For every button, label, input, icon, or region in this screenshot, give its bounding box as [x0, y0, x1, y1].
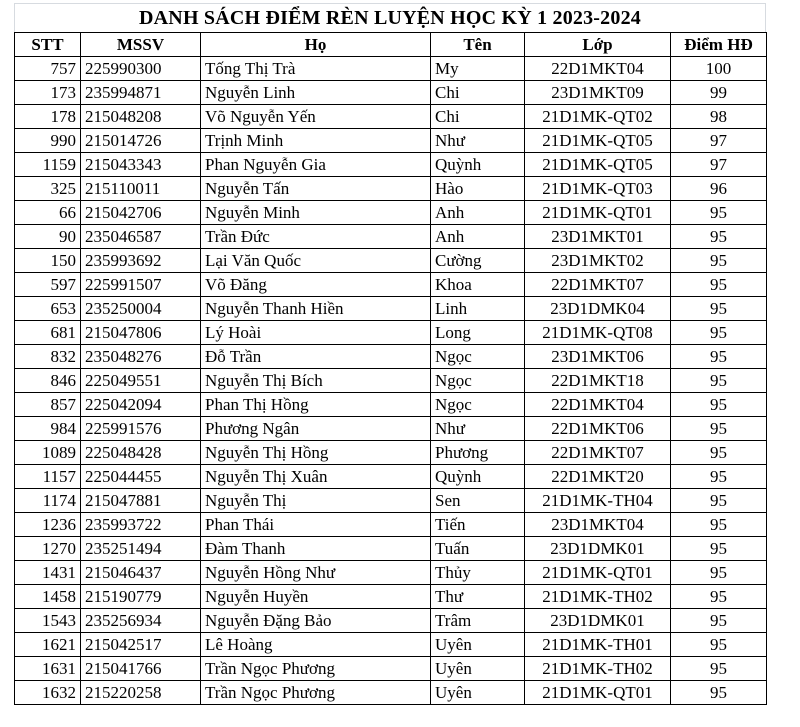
cell-ten: Anh	[431, 225, 525, 249]
cell-stt: 1631	[15, 657, 81, 681]
cell-stt: 832	[15, 345, 81, 369]
cell-stt: 150	[15, 249, 81, 273]
cell-stt: 857	[15, 393, 81, 417]
cell-lop: 23D1MKT02	[525, 249, 671, 273]
table-row	[15, 609, 767, 633]
cell-diem: 95	[671, 201, 767, 225]
table-row	[15, 249, 767, 273]
cell-lop: 21D1MK-TH02	[525, 657, 671, 681]
cell-ten: Quỳnh	[431, 153, 525, 177]
cell-ten: My	[431, 57, 525, 81]
cell-ten: Chi	[431, 81, 525, 105]
table-row	[15, 585, 767, 609]
cell-lop: 22D1MKT07	[525, 273, 671, 297]
cell-mssv: 215110011	[81, 177, 201, 201]
table-row	[15, 345, 767, 369]
cell-diem: 100	[671, 57, 767, 81]
cell-mssv: 225990300	[81, 57, 201, 81]
cell-ho: Nguyễn Tấn	[201, 177, 431, 201]
cell-lop: 22D1MKT20	[525, 465, 671, 489]
cell-mssv: 225991576	[81, 417, 201, 441]
cell-mssv: 215046437	[81, 561, 201, 585]
cell-mssv: 215042706	[81, 201, 201, 225]
cell-ten: Ngọc	[431, 345, 525, 369]
cell-ho: Nguyễn Đặng Bảo	[201, 609, 431, 633]
cell-lop: 23D1MKT04	[525, 513, 671, 537]
table-row	[15, 177, 767, 201]
cell-mssv: 225044455	[81, 465, 201, 489]
cell-mssv: 215048208	[81, 105, 201, 129]
cell-mssv: 225049551	[81, 369, 201, 393]
cell-stt: 66	[15, 201, 81, 225]
cell-mssv: 215042517	[81, 633, 201, 657]
table-row	[15, 57, 767, 81]
cell-diem: 95	[671, 441, 767, 465]
table-row	[15, 633, 767, 657]
header-ten: Tên	[431, 33, 525, 57]
cell-diem: 95	[671, 225, 767, 249]
score-sheet	[14, 3, 766, 705]
cell-ho: Nguyễn Thị Hồng	[201, 441, 431, 465]
cell-ten: Như	[431, 129, 525, 153]
header-row	[15, 33, 767, 57]
cell-ten: Hào	[431, 177, 525, 201]
cell-diem: 95	[671, 561, 767, 585]
cell-mssv: 235251494	[81, 537, 201, 561]
cell-ten: Ngọc	[431, 369, 525, 393]
cell-ten: Thư	[431, 585, 525, 609]
cell-ten: Tuấn	[431, 537, 525, 561]
cell-diem: 95	[671, 393, 767, 417]
cell-ho: Đàm Thanh	[201, 537, 431, 561]
cell-ho: Nguyễn Thanh Hiền	[201, 297, 431, 321]
cell-lop: 21D1MK-QT01	[525, 681, 671, 705]
cell-lop: 23D1DMK04	[525, 297, 671, 321]
table-row	[15, 657, 767, 681]
table-body	[15, 57, 767, 705]
cell-stt: 173	[15, 81, 81, 105]
cell-stt: 1543	[15, 609, 81, 633]
cell-mssv: 215043343	[81, 153, 201, 177]
cell-diem: 95	[671, 537, 767, 561]
cell-stt: 1621	[15, 633, 81, 657]
cell-diem: 95	[671, 489, 767, 513]
cell-ho: Võ Nguyễn Yến	[201, 105, 431, 129]
cell-ho: Trần Ngọc Phương	[201, 657, 431, 681]
cell-ten: Tiến	[431, 513, 525, 537]
cell-lop: 21D1MK-QT02	[525, 105, 671, 129]
cell-stt: 1174	[15, 489, 81, 513]
score-table	[14, 32, 767, 705]
cell-diem: 95	[671, 369, 767, 393]
cell-lop: 23D1MKT06	[525, 345, 671, 369]
cell-ten: Sen	[431, 489, 525, 513]
cell-diem: 95	[671, 681, 767, 705]
cell-ten: Quỳnh	[431, 465, 525, 489]
cell-ten: Chi	[431, 105, 525, 129]
cell-mssv: 215190779	[81, 585, 201, 609]
cell-ten: Uyên	[431, 681, 525, 705]
cell-mssv: 235048276	[81, 345, 201, 369]
header-ho: Họ	[201, 33, 431, 57]
table-row	[15, 201, 767, 225]
table-row	[15, 225, 767, 249]
table-row	[15, 681, 767, 705]
cell-lop: 22D1MKT18	[525, 369, 671, 393]
cell-stt: 1159	[15, 153, 81, 177]
cell-ho: Nguyễn Thị	[201, 489, 431, 513]
cell-lop: 22D1MKT04	[525, 393, 671, 417]
cell-diem: 95	[671, 345, 767, 369]
cell-lop: 22D1MKT07	[525, 441, 671, 465]
cell-lop: 22D1MKT06	[525, 417, 671, 441]
cell-lop: 21D1MK-TH02	[525, 585, 671, 609]
cell-mssv: 225042094	[81, 393, 201, 417]
cell-lop: 21D1MK-QT05	[525, 153, 671, 177]
cell-mssv: 235250004	[81, 297, 201, 321]
cell-diem: 95	[671, 633, 767, 657]
cell-lop: 23D1MKT01	[525, 225, 671, 249]
cell-ten: Uyên	[431, 633, 525, 657]
table-row	[15, 441, 767, 465]
cell-ho: Phương Ngân	[201, 417, 431, 441]
cell-ho: Phan Nguyễn Gia	[201, 153, 431, 177]
table-row	[15, 513, 767, 537]
cell-diem: 95	[671, 585, 767, 609]
cell-stt: 1089	[15, 441, 81, 465]
cell-ho: Nguyễn Minh	[201, 201, 431, 225]
cell-ho: Lại Văn Quốc	[201, 249, 431, 273]
cell-stt: 653	[15, 297, 81, 321]
cell-diem: 95	[671, 417, 767, 441]
cell-mssv: 235993692	[81, 249, 201, 273]
cell-mssv: 225991507	[81, 273, 201, 297]
cell-ten: Long	[431, 321, 525, 345]
header-diem: Điểm HĐ	[671, 33, 767, 57]
cell-ho: Nguyễn Thị Bích	[201, 369, 431, 393]
header-stt: STT	[15, 33, 81, 57]
cell-diem: 95	[671, 321, 767, 345]
cell-mssv: 215014726	[81, 129, 201, 153]
cell-ho: Nguyễn Thị Xuân	[201, 465, 431, 489]
cell-mssv: 215047881	[81, 489, 201, 513]
cell-ho: Võ Đăng	[201, 273, 431, 297]
table-row	[15, 369, 767, 393]
cell-mssv: 235256934	[81, 609, 201, 633]
cell-diem: 97	[671, 129, 767, 153]
cell-mssv: 235994871	[81, 81, 201, 105]
cell-ho: Tống Thị Trà	[201, 57, 431, 81]
cell-diem: 95	[671, 297, 767, 321]
cell-stt: 597	[15, 273, 81, 297]
cell-stt: 1157	[15, 465, 81, 489]
table-row	[15, 561, 767, 585]
cell-ten: Uyên	[431, 657, 525, 681]
cell-stt: 1458	[15, 585, 81, 609]
cell-mssv: 225048428	[81, 441, 201, 465]
table-row	[15, 129, 767, 153]
table-row	[15, 297, 767, 321]
header-mssv: MSSV	[81, 33, 201, 57]
cell-ten: Như	[431, 417, 525, 441]
table-row	[15, 537, 767, 561]
cell-diem: 99	[671, 81, 767, 105]
cell-stt: 990	[15, 129, 81, 153]
cell-ten: Khoa	[431, 273, 525, 297]
cell-lop: 23D1MKT09	[525, 81, 671, 105]
cell-ho: Trịnh Minh	[201, 129, 431, 153]
cell-diem: 97	[671, 153, 767, 177]
cell-ho: Lý Hoài	[201, 321, 431, 345]
table-row	[15, 153, 767, 177]
cell-ho: Đỗ Trần	[201, 345, 431, 369]
cell-lop: 21D1MK-QT05	[525, 129, 671, 153]
cell-lop: 21D1MK-QT03	[525, 177, 671, 201]
cell-stt: 178	[15, 105, 81, 129]
table-row	[15, 81, 767, 105]
cell-ho: Nguyễn Huyền	[201, 585, 431, 609]
cell-diem: 96	[671, 177, 767, 201]
cell-ten: Phương	[431, 441, 525, 465]
cell-diem: 95	[671, 657, 767, 681]
cell-ho: Nguyễn Hồng Như	[201, 561, 431, 585]
cell-diem: 95	[671, 249, 767, 273]
cell-stt: 1270	[15, 537, 81, 561]
cell-stt: 846	[15, 369, 81, 393]
cell-diem: 98	[671, 105, 767, 129]
cell-lop: 23D1DMK01	[525, 537, 671, 561]
table-row	[15, 417, 767, 441]
cell-ten: Linh	[431, 297, 525, 321]
cell-stt: 1632	[15, 681, 81, 705]
cell-diem: 95	[671, 273, 767, 297]
header-lop: Lớp	[525, 33, 671, 57]
cell-lop: 21D1MK-QT08	[525, 321, 671, 345]
cell-ten: Cường	[431, 249, 525, 273]
cell-lop: 23D1DMK01	[525, 609, 671, 633]
table-row	[15, 105, 767, 129]
cell-diem: 95	[671, 513, 767, 537]
cell-mssv: 235993722	[81, 513, 201, 537]
cell-diem: 95	[671, 609, 767, 633]
cell-ho: Nguyễn Linh	[201, 81, 431, 105]
cell-stt: 1431	[15, 561, 81, 585]
cell-ten: Thủy	[431, 561, 525, 585]
cell-ho: Trần Ngọc Phương	[201, 681, 431, 705]
cell-mssv: 215220258	[81, 681, 201, 705]
cell-diem: 95	[671, 465, 767, 489]
table-row	[15, 393, 767, 417]
table-row	[15, 273, 767, 297]
cell-lop: 21D1MK-TH01	[525, 633, 671, 657]
cell-stt: 681	[15, 321, 81, 345]
cell-lop: 21D1MK-QT01	[525, 201, 671, 225]
sheet-title: DANH SÁCH ĐIỂM RÈN LUYỆN HỌC KỲ 1 2023-2024	[14, 3, 766, 32]
table-row	[15, 465, 767, 489]
cell-mssv: 215041766	[81, 657, 201, 681]
cell-ten: Anh	[431, 201, 525, 225]
cell-mssv: 235046587	[81, 225, 201, 249]
cell-stt: 325	[15, 177, 81, 201]
cell-ho: Trần Đức	[201, 225, 431, 249]
cell-ho: Lê Hoàng	[201, 633, 431, 657]
cell-lop: 22D1MKT04	[525, 57, 671, 81]
table-row	[15, 489, 767, 513]
cell-ten: Trâm	[431, 609, 525, 633]
cell-stt: 90	[15, 225, 81, 249]
cell-ho: Phan Thái	[201, 513, 431, 537]
cell-mssv: 215047806	[81, 321, 201, 345]
cell-ho: Phan Thị Hồng	[201, 393, 431, 417]
cell-ten: Ngọc	[431, 393, 525, 417]
cell-stt: 1236	[15, 513, 81, 537]
cell-stt: 984	[15, 417, 81, 441]
table-row	[15, 321, 767, 345]
cell-stt: 757	[15, 57, 81, 81]
cell-lop: 21D1MK-TH04	[525, 489, 671, 513]
cell-lop: 21D1MK-QT01	[525, 561, 671, 585]
